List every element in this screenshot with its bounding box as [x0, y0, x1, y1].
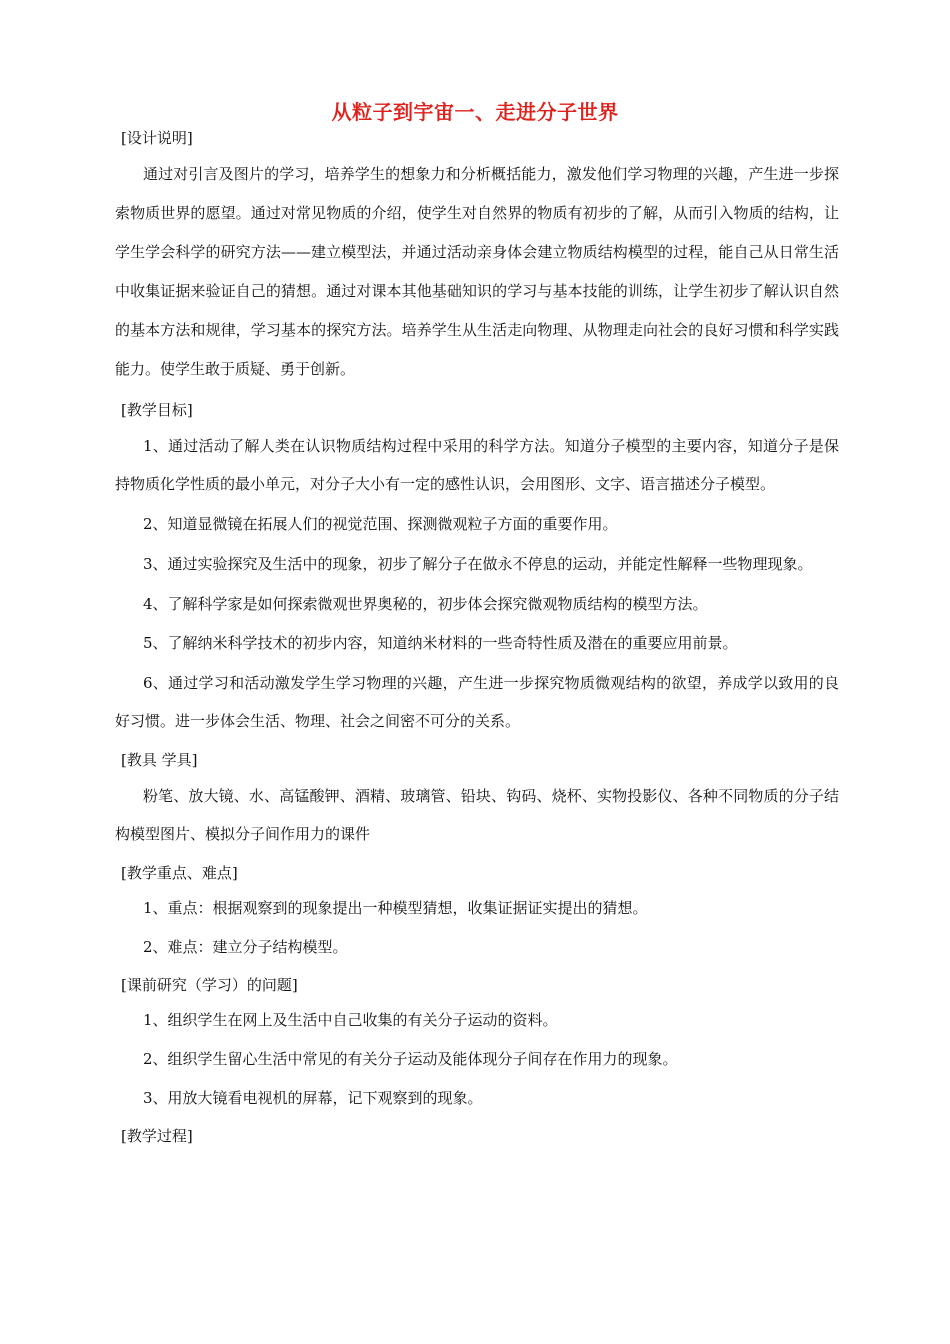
preclass-item: 1、组织学生在网上及生活中自己收集的有关分子运动的资料。: [143, 1011, 558, 1029]
goal-item: 2、知道显微镜在拓展人们的视觉范围、探测微观粒子方面的重要作用。: [143, 515, 618, 533]
section-heading-process: [教学过程]: [121, 1127, 193, 1145]
design-paragraph: 通过对引言及图片的学习，培养学生的想象力和分析概括能力，激发他们学习物理的兴趣，产生进一步探索物质世界的愿望。通过对常见物质的介绍，使学生对自然界的物质有初步的了解，从而引入物质的结构，让学生学会科学的研究方法——建立模型法，并通过活动亲身体会建立物质结构模型的过程，能自己从日常生活中收集证据来验证自己的猜想。通过对课本其他基础知识的学习与基本技能的训练，让学生初步了解认识自然的基本方法和规律，学习基本的探究方法。培养学生从生活走向物理、从物理走向社会的良好习惯和科学实践能力。使学生敢于质疑、勇于创新。: [115, 165, 839, 378]
section-heading-tools: [教具 学具]: [121, 751, 198, 769]
section-heading-preclass: [课前研究（学习）的问题]: [121, 976, 298, 994]
section-heading-goals: [教学目标]: [121, 401, 193, 419]
document-title: 从粒子到宇宙一、走进分子世界: [331, 100, 619, 124]
goal-item: 6、通过学习和活动激发学生学习物理的兴趣，产生进一步探究物质微观结构的欲望，养成学以致用的良好习惯。进一步体会生活、物理、社会之间密不可分的关系。: [115, 674, 839, 730]
goal-item: 4、了解科学家是如何探索微观世界奥秘的，初步体会探究微观物质结构的模型方法。: [143, 595, 708, 613]
preclass-item: 3、用放大镜看电视机的屏幕，记下观察到的现象。: [143, 1089, 483, 1107]
preclass-item: 2、组织学生留心生活中常见的有关分子运动及能体现分子间存在作用力的现象。: [143, 1050, 678, 1068]
section-heading-design: [设计说明]: [121, 129, 193, 147]
goal-item: 1、通过活动了解人类在认识物质结构过程中采用的科学方法。知道分子模型的主要内容，知道分子是保持物质化学性质的最小单元，对分子大小有一定的感性认识，会用图形、文字、语言描述分子模型。: [115, 437, 839, 493]
goal-item: 3、通过实验探究及生活中的现象，初步了解分子在做永不停息的运动，并能定性解释一些物理现象。: [143, 555, 813, 573]
section-heading-keypoints: [教学重点、难点]: [121, 864, 238, 882]
keypoint-item: 2、难点：建立分子结构模型。: [143, 938, 348, 956]
tools-paragraph: 粉笔、放大镜、水、高锰酸钾、酒精、玻璃管、铅块、钩码、烧杯、实物投影仪、各种不同物质的分子结构模型图片、模拟分子间作用力的课件: [115, 787, 839, 843]
document-body: [115, 121, 839, 1153]
keypoint-item: 1、重点：根据观察到的现象提出一种模型猜想，收集证据证实提出的猜想。: [143, 899, 648, 917]
goal-item: 5、了解纳米科学技术的初步内容，知道纳米材料的一些奇特性质及潜在的重要应用前景。: [143, 634, 738, 652]
